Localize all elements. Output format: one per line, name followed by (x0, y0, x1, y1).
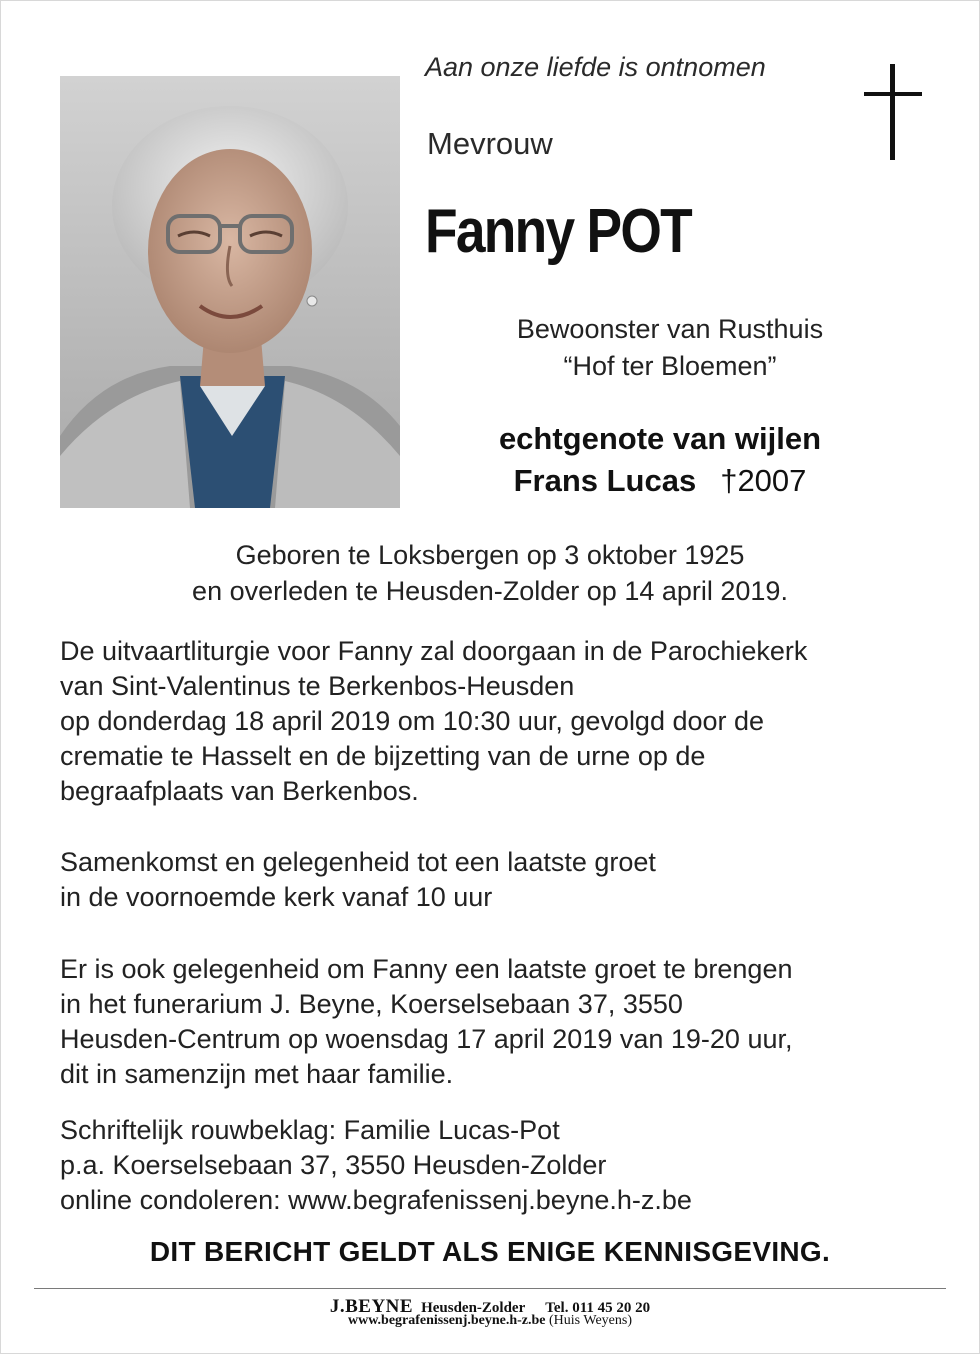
salutation: Mevrouw (427, 126, 553, 161)
funeral-line: De uitvaartliturgie voor Fanny zal doorgaan in de Parochiekerk (60, 636, 808, 666)
notice-banner: DIT BERICHT GELDT ALS ENIGE KENNISGEVING. (149, 1236, 831, 1267)
funeral-home-brand: J.BEYNE (329, 1296, 414, 1317)
funerarium-line: Heusden-Centrum op woensdag 17 april 2019 van 19-20 uur, (60, 1024, 793, 1054)
intro-line: Aan onze liefde is ontnomen (425, 52, 766, 82)
funeral-line: van Sint-Valentinus te Berkenbos-Heusden (60, 671, 575, 701)
spouse-name-line (440, 463, 880, 499)
resident-line-2: “Hof ter Bloemen” (563, 351, 777, 381)
portrait-illustration (60, 76, 400, 508)
spouse-death-year: †2007 (720, 463, 807, 498)
funeral-home-house: (Huis Weyens) (549, 1313, 633, 1328)
spouse-line: echtgenote van wijlen (498, 421, 822, 456)
resident-line-1: Bewoonster van Rusthuis (516, 314, 824, 344)
condolences-line: p.a. Koerselsebaan 37, 3550 Heusden-Zolder (60, 1150, 607, 1180)
funerarium-line: in het funerarium J. Beyne, Koerselsebaan 37, 3550 (60, 989, 683, 1019)
cross-icon (864, 64, 922, 165)
funeral-home-place: Heusden-Zolder (421, 1300, 526, 1316)
funeral-line: op donderdag 18 april 2019 om 10:30 uur, gevolgd door de (60, 706, 765, 736)
condolences-line: online condoleren: www.begrafenissenj.beyne.h-z.be (60, 1185, 692, 1215)
deceased-name: Fanny POT (425, 197, 691, 266)
footer-line-2 (0, 1313, 980, 1329)
death-line: en overleden te Heusden-Zolder op 14 april 2019. (192, 576, 788, 606)
gathering-paragraph (60, 845, 960, 915)
funerarium-line: Er is ook gelegenheid om Fanny een laatste groet te brengen (60, 954, 793, 984)
funeral-paragraph (60, 634, 960, 809)
footer-divider (34, 1288, 946, 1289)
funeral-line: begraafplaats van Berkenbos. (60, 776, 419, 806)
funeral-home-website: www.begrafenissenj.beyne.h-z.be (347, 1313, 546, 1328)
condolences-line: Schriftelijk rouwbeklag: Familie Lucas-Pot (60, 1115, 560, 1145)
funeral-line: crematie te Hasselt en de bijzetting van de urne op de (60, 741, 706, 771)
spouse-name: Frans Lucas (513, 463, 697, 498)
gathering-line: in de voornoemde kerk vanaf 10 uur (60, 882, 493, 912)
funeral-home-phone: Tel. 011 45 20 20 (545, 1300, 651, 1316)
portrait-photo (60, 76, 400, 508)
gathering-line: Samenkomst en gelegenheid tot een laatste groet (60, 847, 656, 877)
funerarium-line: dit in samenzijn met haar familie. (60, 1059, 454, 1089)
condolences-paragraph (60, 1113, 960, 1218)
funerarium-paragraph (60, 952, 960, 1092)
birth-line: Geboren te Loksbergen op 3 oktober 1925 (235, 540, 745, 570)
